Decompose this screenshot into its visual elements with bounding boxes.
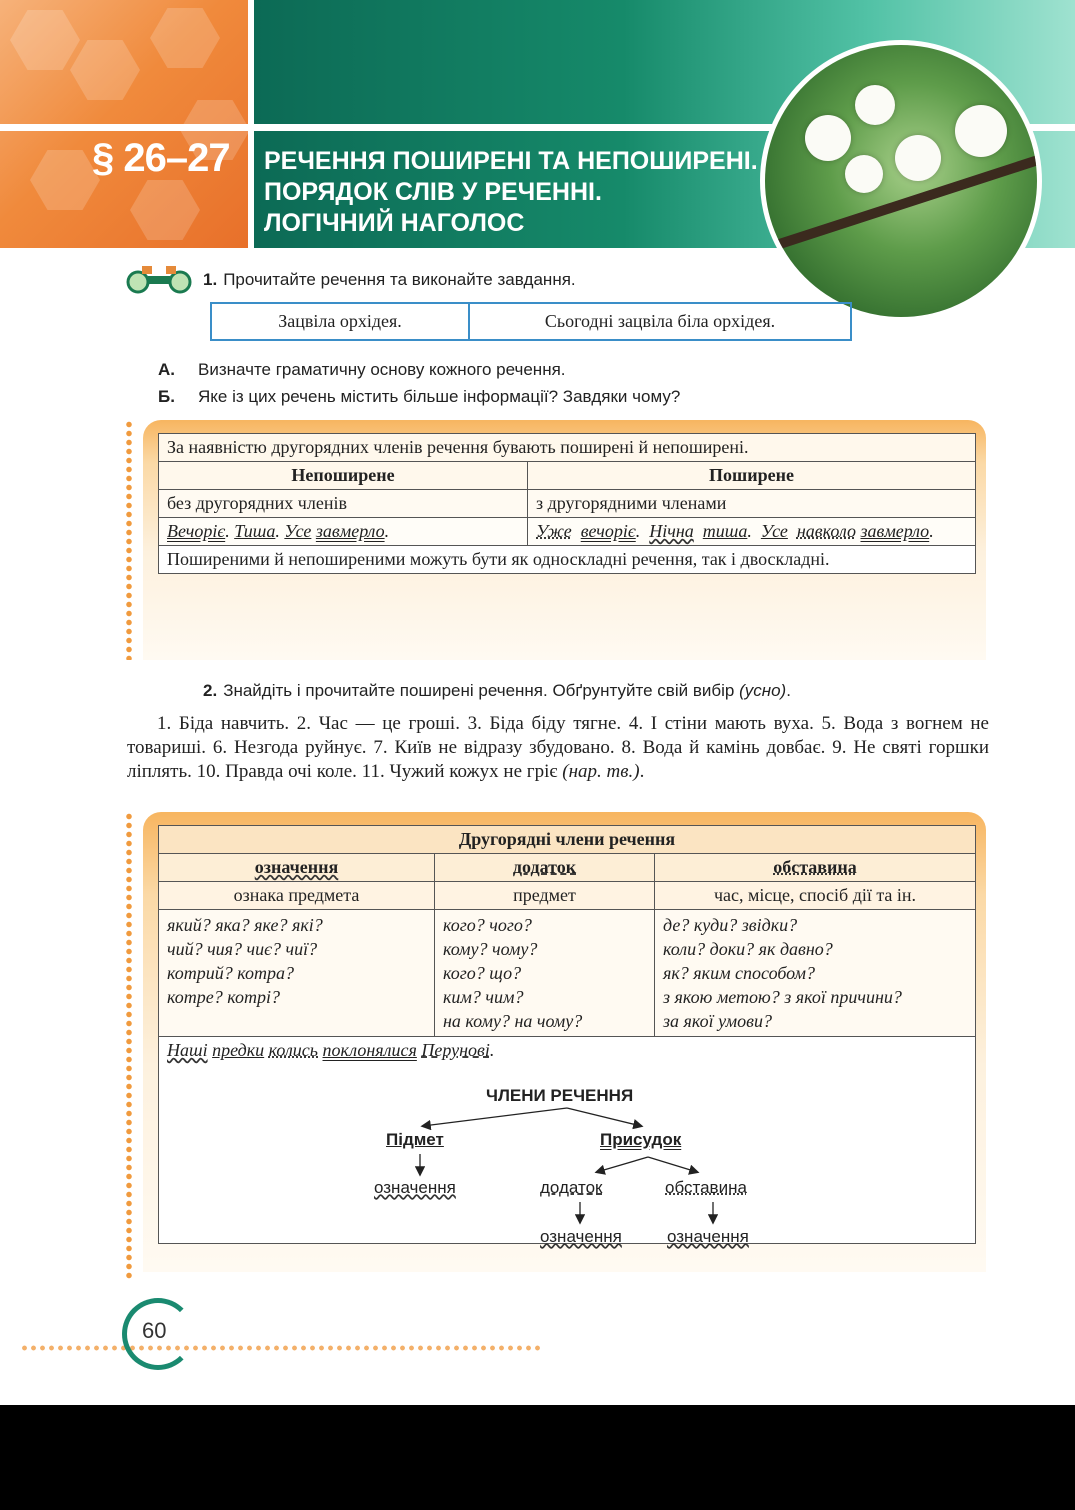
example-unextended: Вечоріє. Тиша. Усе завмерло. [159,518,528,546]
diagram-attribute-1: означення [374,1178,456,1197]
rule-1-note: Поширеними й непоширеними можуть бути як односкладні речення, так і двоскладні. [159,546,976,574]
sentence-1: Зацвіла орхідея. [211,303,469,340]
section-title: РЕЧЕННЯ ПОШИРЕНІ ТА НЕПОШИРЕНІ. ПОРЯДОК СЛІВ У РЕЧЕННІ. ЛОГІЧНИЙ НАГОЛОС [264,147,758,237]
proverbs-text: 1. Біда навчить. 2. Час — це гроші. 3. Біда біду тягне. 4. І стіни мають вуха. 5. Вода з вогнем не товариші. 6. Незгода руйнує. 7. Київ не відразу збудовано. 8. Вода й камінь довбає. 9. Не святі горшки ліплять. 10. Правда очі коле. 11. Чужий кожух не гріє (нар. тв.). [127,713,989,782]
diagram-predicate: Присудок [600,1130,682,1149]
diagram-attribute-3: означення [667,1227,749,1246]
col-header-extended: Поширене [528,462,976,490]
diagram-object: додаток [540,1178,603,1197]
desc-unextended: без другорядних членів [159,490,528,518]
diagram-title: ЧЛЕНИ РЕЧЕННЯ [486,1086,634,1105]
exercise-2: 2. Знайдіть і прочитайте поширені речення. Обґрунтуйте свій вибір (усно). [203,681,791,700]
example-and-diagram: Наші предки колись поклонялися Перунові. [159,1037,976,1244]
meaning-adverbial: час, місце, спосіб дії та ін. [655,882,976,910]
meaning-object: предмет [435,882,655,910]
task-a: А. Визначте граматичну основу кожного речення. [158,360,566,379]
sentence-2: Сьогодні зацвіла біла орхідея. [469,303,851,340]
col-attribute: означення [159,854,435,882]
rule-1-intro: За наявністю другорядних членів речення бувають поширені й непоширені. [159,434,976,462]
questions-attribute: який? яка? яке? які? чий? чия? чиє? чиї? котрий? котра? котре? котрі? [159,910,435,1037]
rule-2-title: Другорядні члени речення [159,826,976,854]
example-extended: Уже вечоріє. Нічна тиша. Усе навколо завмерло. [528,518,976,546]
section-number: § 26–27 [92,136,230,180]
col-header-unextended: Непоширене [159,462,528,490]
questions-object: кого? чого? кому? чому? кого? що? ким? чим? на кому? на чому? [435,910,655,1037]
footer-dots [20,1344,540,1352]
meaning-attribute: ознака предмета [159,882,435,910]
diagram-attribute-2: означення [540,1227,622,1246]
questions-adverbial: де? куди? звідки? коли? доки? як давно? як? яким способом? з якою метою? з якої причини? за якої умови? [655,910,976,1037]
col-object: додаток [435,854,655,882]
desc-extended: з другорядними членами [528,490,976,518]
diagram-subject: Підмет [386,1130,444,1149]
col-adverbial: обставина [655,854,976,882]
diagram-adverbial: обставина [665,1178,747,1197]
exercise-1: 1. Прочитайте речення та виконайте завдання. [203,270,576,289]
page-number: 60 [142,1318,167,1343]
task-b: Б. Яке із цих речень містить більше інформації? Завдяки чому? [158,387,681,406]
